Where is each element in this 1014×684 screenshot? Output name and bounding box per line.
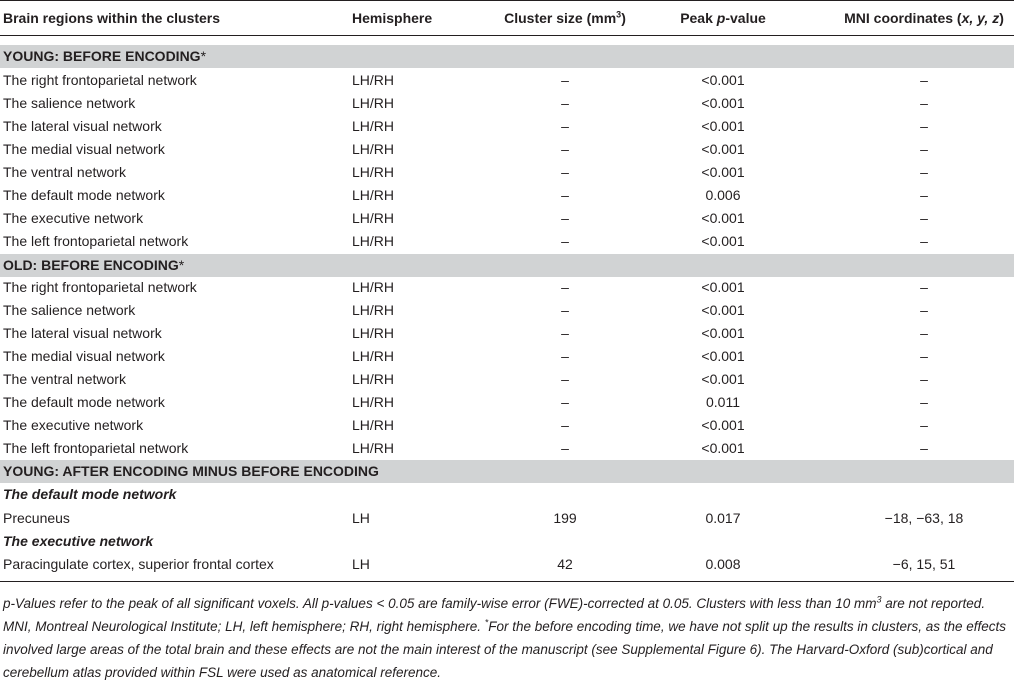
table-row — [0, 507, 1014, 530]
table-row — [0, 345, 1014, 368]
cell-peak-p: <0.001 — [701, 141, 745, 157]
table-row — [0, 92, 1014, 115]
cell-region: The right frontoparietal network — [3, 279, 197, 295]
cell-region: Paracingulate cortex, superior frontal cortex — [3, 556, 274, 572]
cell-cluster-size: – — [561, 233, 569, 249]
section-title: OLD: BEFORE ENCODING* — [3, 257, 185, 273]
cell-hemisphere: LH/RH — [352, 302, 395, 318]
table-row — [0, 161, 1014, 184]
cell-hemisphere: LH/RH — [352, 141, 395, 157]
cell-cluster-size: – — [561, 118, 569, 134]
header-hemisphere: Hemisphere — [352, 10, 433, 26]
table-row — [0, 437, 1014, 460]
cell-region: The ventral network — [3, 371, 126, 387]
cell-mni: – — [920, 210, 928, 226]
cell-cluster-size: – — [561, 210, 569, 226]
subheading-default-mode — [0, 483, 1014, 506]
cell-region: The lateral visual network — [3, 118, 162, 134]
cell-region: The executive network — [3, 210, 144, 226]
cell-cluster-size: 199 — [553, 510, 577, 526]
section-title: YOUNG: AFTER ENCODING MINUS BEFORE ENCODING — [3, 463, 379, 479]
cell-region: The default mode network — [3, 394, 165, 410]
footnote-line-2: MNI, Montreal Neurological Institute; LH, left hemisphere; RH, right hemisphere. *For the before encoding time, we have not split up the results in clusters, as the effects involved large areas of the total brain and these effects are not the main interest of the manuscript (see Supplemental Figure 6). The Harvard-Oxford (sub)cortical and cerebellum atlas provided within FSL were used as anatomical reference. — [3, 617, 1006, 680]
cell-region: The default mode network — [3, 187, 165, 203]
cell-mni: – — [920, 302, 928, 318]
cell-peak-p: <0.001 — [701, 325, 745, 341]
table-row — [0, 276, 1014, 299]
cell-cluster-size: 42 — [557, 556, 573, 572]
section-young-after-minus-before — [0, 460, 1014, 483]
cell-mni: – — [920, 325, 928, 341]
subheading-label: The executive network — [3, 533, 154, 549]
cell-cluster-size: – — [561, 440, 569, 456]
cell-peak-p: 0.008 — [705, 556, 741, 572]
cell-peak-p: <0.001 — [701, 440, 745, 456]
cell-hemisphere: LH/RH — [352, 118, 395, 134]
cell-cluster-size: – — [561, 348, 569, 364]
cell-mni: – — [920, 348, 928, 364]
subheading-executive — [0, 530, 1014, 553]
table-row — [0, 391, 1014, 414]
cell-hemisphere: LH/RH — [352, 187, 395, 203]
cell-peak-p: <0.001 — [701, 118, 745, 134]
cell-mni: – — [920, 440, 928, 456]
cell-mni: −6, 15, 51 — [892, 556, 956, 572]
cell-hemisphere: LH/RH — [352, 279, 395, 295]
cell-cluster-size: – — [561, 279, 569, 295]
header-cluster-size: Cluster size $(mm^3)$ — [504, 9, 626, 26]
cell-region: The salience network — [3, 95, 136, 111]
cell-mni: – — [920, 279, 928, 295]
cell-mni: −18, −63, 18 — [884, 510, 964, 526]
cell-peak-p: 0.011 — [706, 394, 740, 410]
cell-cluster-size: – — [561, 95, 569, 111]
cell-peak-p: <0.001 — [701, 302, 745, 318]
cell-mni: – — [920, 233, 928, 249]
cell-hemisphere: LH/RH — [352, 371, 395, 387]
header-rule — [0, 35, 1014, 36]
cell-mni: – — [920, 118, 928, 134]
cell-cluster-size: – — [561, 302, 569, 318]
cell-cluster-size: – — [561, 187, 569, 203]
cell-hemisphere: LH — [352, 556, 370, 572]
table-row — [0, 322, 1014, 345]
cell-peak-p: <0.001 — [701, 210, 745, 226]
cell-hemisphere: LH/RH — [352, 233, 395, 249]
cell-hemisphere: LH/RH — [352, 348, 395, 364]
bottom-rule — [0, 581, 1014, 582]
cell-hemisphere: LH/RH — [352, 440, 395, 456]
cell-hemisphere: LH/RH — [352, 95, 395, 111]
cell-region: The salience network — [3, 302, 136, 318]
footnote-line-1: p-Values refer to the peak of all significant voxels. All p-values < 0.05 are family-wise error (FWE)-corrected at 0.05. Clusters with less than 10 $mm^3$ are not reported. — [3, 594, 986, 611]
cell-peak-p: 0.017 — [705, 510, 741, 526]
cell-hemisphere: LH — [352, 510, 370, 526]
cell-cluster-size: – — [561, 417, 569, 433]
table-row — [0, 368, 1014, 391]
cell-cluster-size: – — [561, 164, 569, 180]
cell-peak-p: <0.001 — [701, 371, 745, 387]
cell-hemisphere: LH/RH — [352, 394, 395, 410]
cell-peak-p: <0.001 — [701, 72, 745, 88]
header-regions: Brain regions within the clusters — [3, 10, 221, 26]
cell-region: The right frontoparietal network — [3, 72, 197, 88]
header-mni: MNI coordinates (x, y, z) — [844, 10, 1004, 26]
section-young-before — [0, 45, 1014, 68]
cell-mni: – — [920, 72, 928, 88]
cell-region: The medial visual network — [3, 348, 165, 364]
cell-hemisphere: LH/RH — [352, 72, 395, 88]
cell-peak-p: <0.001 — [701, 233, 745, 249]
cell-mni: – — [920, 95, 928, 111]
section-old-before — [0, 254, 1014, 277]
cell-mni: – — [920, 164, 928, 180]
table-row — [0, 115, 1014, 138]
cell-region: The left frontoparietal network — [3, 440, 189, 456]
table-row — [0, 414, 1014, 437]
cell-cluster-size: – — [561, 371, 569, 387]
cell-cluster-size: – — [561, 325, 569, 341]
cell-hemisphere: LH/RH — [352, 417, 395, 433]
table-footnote — [3, 592, 1013, 684]
cell-mni: – — [920, 394, 928, 410]
header-peak-p: Peak p-value — [680, 10, 766, 26]
table-header — [0, 1, 1014, 35]
cell-cluster-size: – — [561, 141, 569, 157]
cell-region: The medial visual network — [3, 141, 165, 157]
table-row — [0, 138, 1014, 161]
section-title: YOUNG: BEFORE ENCODING* — [3, 48, 207, 64]
cell-hemisphere: LH/RH — [352, 325, 395, 341]
cell-mni: – — [920, 417, 928, 433]
cell-region: Precuneus — [3, 510, 70, 526]
table-row — [0, 207, 1014, 230]
cell-region: The lateral visual network — [3, 325, 162, 341]
cell-peak-p: 0.006 — [705, 187, 741, 203]
cell-cluster-size: – — [561, 72, 569, 88]
cell-peak-p: <0.001 — [701, 417, 745, 433]
cell-mni: – — [920, 141, 928, 157]
cell-region: The executive network — [3, 417, 144, 433]
subheading-label: The default mode network — [3, 486, 177, 502]
cell-hemisphere: LH/RH — [352, 210, 395, 226]
table-row — [0, 69, 1014, 92]
cell-mni: – — [920, 371, 928, 387]
cell-cluster-size: – — [561, 394, 569, 410]
cell-hemisphere: LH/RH — [352, 164, 395, 180]
cell-peak-p: <0.001 — [701, 279, 745, 295]
cell-peak-p: <0.001 — [701, 95, 745, 111]
table-row — [0, 299, 1014, 322]
cell-peak-p: <0.001 — [701, 348, 745, 364]
cell-mni: – — [920, 187, 928, 203]
cell-peak-p: <0.001 — [701, 164, 745, 180]
cell-region: The ventral network — [3, 164, 126, 180]
table-row — [0, 230, 1014, 253]
table-row — [0, 553, 1014, 576]
table-row — [0, 184, 1014, 207]
cell-region: The left frontoparietal network — [3, 233, 189, 249]
